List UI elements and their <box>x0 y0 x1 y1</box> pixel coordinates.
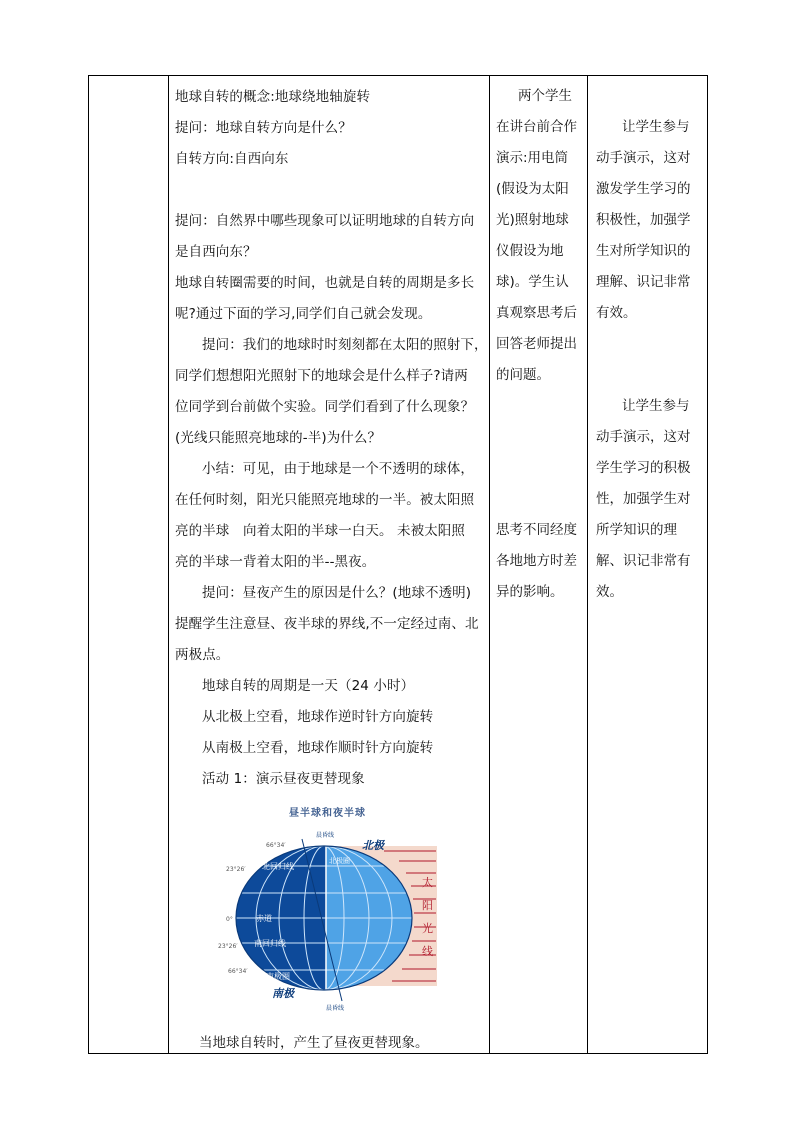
sunlight-label-char: 线 <box>422 945 433 958</box>
text-line: 位同学到台前做个实验。同学们看到了什么现象？ <box>175 399 475 415</box>
text-line: 地球自转的概念:地球绕地轴旋转 <box>175 89 371 105</box>
text-line: 活动 1：演示昼夜更替现象 <box>202 771 365 787</box>
text-line: 从南极上空看，地球作顺时针方向旋转 <box>202 740 434 756</box>
text-line: 光)照射地球 <box>496 212 569 228</box>
diagram-title: 昼半球和夜半球 <box>289 808 366 819</box>
antarctic-circle-label: 南极圈 <box>266 972 290 981</box>
tropic-capricorn-label: 南回归线 <box>254 939 286 948</box>
text-line: 提问：我们的地球时时刻刻都在太阳的照射下， <box>202 337 488 353</box>
text-line: 激发学生学习的 <box>596 181 691 197</box>
text-line: 提问：地球自转方向是什么？ <box>175 120 352 136</box>
tropic-cancer-label: 北回归线 <box>262 862 294 871</box>
text-line: 动手演示，这对 <box>596 150 691 166</box>
text-line: 解、识记非常有 <box>596 553 691 569</box>
latitude-label: 23°26′ <box>218 943 238 950</box>
terminator-bottom-label: 晨昏线 <box>326 1005 345 1012</box>
text-line: 动手演示，这对 <box>596 429 691 445</box>
text-line: 效。 <box>596 584 623 600</box>
text-line: 仪假设为地 <box>496 243 564 259</box>
text-line: 呢?通过下面的学习,同学们自己就会发现。 <box>175 306 432 322</box>
latitude-label: 66°34′ <box>228 968 248 975</box>
text-line <box>175 175 484 206</box>
sunlight-label-char: 光 <box>422 922 433 935</box>
text-line: 两个学生 <box>518 88 572 104</box>
text-line: 理解、识记非常 <box>596 274 691 290</box>
text-line: 自转方向:自西向东 <box>175 151 289 167</box>
equator-label: 赤道 <box>256 914 272 923</box>
text-line: 亮的半球一背着太阳的半--黑夜。 <box>175 554 376 570</box>
south-pole-label: 南极 <box>272 987 294 1000</box>
text-line: 是自西向东？ <box>175 244 257 260</box>
text-line: 学生学习的积极 <box>596 460 691 476</box>
text-line: 回答老师提出 <box>496 336 577 352</box>
design-purpose-column <box>588 76 707 1053</box>
text-line: 从北极上空看，地球作逆时针方向旋转 <box>202 709 434 725</box>
text-line: 提醒学生注意昼、夜半球的界线,不一定经过南、北 <box>175 616 479 632</box>
diagram-caption: 当地球自转时，产生了昼夜更替现象。 <box>199 1035 429 1051</box>
text-line: 亮的半球 向着太阳的半球一白天。 未被太阳照 <box>175 523 465 539</box>
text-line: 提问：昼夜产生的原因是什么？(地球不透明) <box>202 585 472 601</box>
text-line: 在讲台前合作 <box>496 119 577 135</box>
text-line: 球)。学生认 <box>496 274 569 290</box>
arctic-circle-label: 北极圈 <box>329 857 350 865</box>
text-line: 真观察思考后 <box>496 305 577 321</box>
text-line: 有效。 <box>596 305 637 321</box>
empty-column <box>89 76 168 1053</box>
sunlight-label-char: 太 <box>422 876 433 889</box>
text-line: 所学知识的理 <box>596 522 677 538</box>
day-night-hemisphere-diagram <box>204 801 444 1016</box>
text-line: 异的影响。 <box>496 584 564 600</box>
teaching-content-column <box>169 76 489 1053</box>
text-line: (光线只能照亮地球的-半)为什么？ <box>175 430 382 446</box>
text-line: 同学们想想阳光照射下的地球会是什么样子?请两 <box>175 368 468 384</box>
latitude-label: 23°26′ <box>226 866 246 873</box>
text-line: 小结：可见，由于地球是一个不透明的球体， <box>202 461 474 477</box>
text-line: 让学生参与 <box>622 119 690 135</box>
north-pole-label: 北极 <box>362 839 384 852</box>
text-line: 各地地方时差 <box>496 553 577 569</box>
sunlight-label-char: 阳 <box>422 899 433 912</box>
text-line: 两极点。 <box>175 647 230 663</box>
text-line: 地球自转圈需要的时间，也就是自转的周期是多长 <box>175 275 475 291</box>
text-line: 思考不同经度 <box>496 522 577 538</box>
text-line: 性，加强学生对 <box>596 491 691 507</box>
text-line: 提问：自然界中哪些现象可以证明地球的自转方向 <box>175 213 475 229</box>
text-line: 在任何时刻，阳光只能照亮地球的一半。被太阳照 <box>175 492 475 508</box>
text-line: 让学生参与 <box>622 398 690 414</box>
terminator-top-label: 晨昏线 <box>316 832 335 839</box>
text-line: 生对所学知识的 <box>596 243 691 259</box>
text-line: (假设为太阳 <box>496 181 569 197</box>
latitude-label: 66°34′ <box>266 842 286 849</box>
text-line: 的问题。 <box>496 367 550 383</box>
lesson-table <box>88 75 708 1054</box>
text-line: 地球自转的周期是一天（24 小时） <box>202 678 415 694</box>
latitude-label: 0° <box>226 916 233 923</box>
text-line: 积极性，加强学 <box>596 212 691 228</box>
globe-illustration <box>204 801 444 1016</box>
student-activity-column <box>490 76 586 1053</box>
text-line: 演示:用电筒 <box>496 150 569 166</box>
